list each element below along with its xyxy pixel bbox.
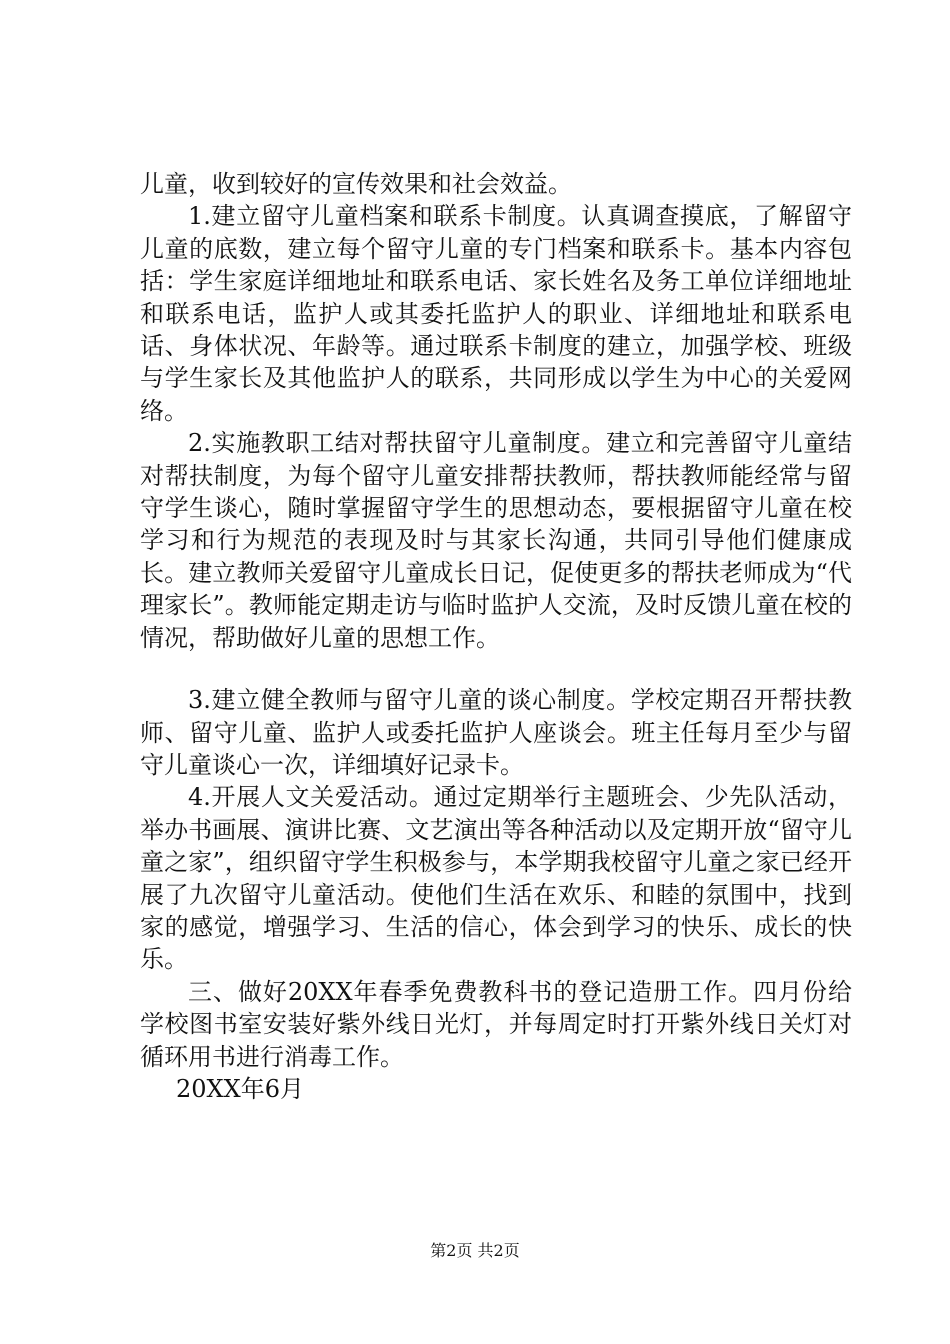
paragraph-item-1: 1.建立留守儿童档案和联系卡制度。认真调查摸底，了解留守儿童的底数，建立每个留守儿童的专门档案和联系卡。基本内容包括：学生家庭详细地址和联系电话、家长姓名及务工单位详细地址和联系电话，监护人或其委托监护人的职业、详细地址和联系电话、身体状况、年龄等。通过联系卡制度的建立，加强学校、班级与学生家长及其他监护人的联系，共同形成以学生为中心的关爱网络。 bbox=[140, 202, 852, 425]
document-body bbox=[140, 168, 852, 1105]
paragraph-continuation: 儿童，收到较好的宣传效果和社会效益。 bbox=[140, 170, 572, 198]
paragraph-item-3: 3.建立健全教师与留守儿童的谈心制度。学校定期召开帮扶教师、留守儿童、监护人或委托监护人座谈会。班主任每月至少与留守儿童谈心一次，详细填好记录卡。 bbox=[140, 686, 852, 779]
paragraph-item-4: 4.开展人文关爱活动。通过定期举行主题班会、少先队活动，举办书画展、演讲比赛、文艺演出等各种活动以及定期开放“留守儿童之家”，组织留守学生积极参与，本学期我校留守儿童之家已经开展了九次留守儿童活动。使他们生活在欢乐、和睦的氛围中，找到家的感觉，增强学习、生活的信心，体会到学习的快乐、成长的快乐。 bbox=[140, 783, 852, 974]
paragraph-item-2: 2.实施教职工结对帮扶留守儿童制度。建立和完善留守儿童结对帮扶制度，为每个留守儿童安排帮扶教师，帮扶教师能经常与留守学生谈心，随时掌握留守学生的思想动态，要根据留守儿童在校学习和行为规范的表现及时与其家长沟通，共同引导他们健康成长。建立教师关爱留守儿童成长日记，促使更多的帮扶老师成为“代理家长”。教师能定期走访与临时监护人交流，及时反馈儿童在校的情况，帮助做好儿童的思想工作。 bbox=[140, 429, 852, 652]
document-date: 20XX年6月 bbox=[176, 1074, 304, 1103]
paragraph-section-3: 三、做好20XX年春季免费教科书的登记造册工作。四月份给学校图书室安装好紫外线日光灯，并每周定时打开紫外线日关灯对循环用书进行消毒工作。 bbox=[140, 977, 852, 1071]
page-number-footer: 第2页 共2页 bbox=[430, 1241, 520, 1260]
